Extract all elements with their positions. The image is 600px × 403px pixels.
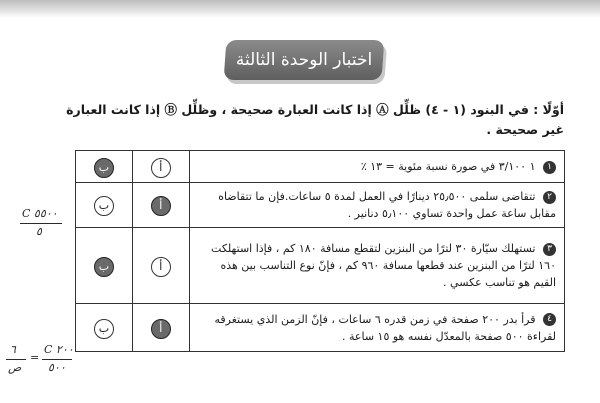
- option-a-cell[interactable]: [132, 183, 189, 228]
- option-a-bubble[interactable]: أ: [151, 257, 171, 277]
- option-b-cell[interactable]: [76, 151, 133, 183]
- option-b-bubble-shaded[interactable]: ب: [94, 257, 114, 277]
- option-a-cell[interactable]: [132, 151, 189, 183]
- option-b-bubble[interactable]: ب: [94, 196, 114, 216]
- option-a-bubble-shaded[interactable]: أ: [151, 319, 171, 339]
- item-number: ٢: [543, 191, 556, 204]
- item-number: ٣: [543, 243, 556, 256]
- table-row: [76, 228, 565, 304]
- option-b-bubble[interactable]: ب: [94, 319, 114, 339]
- handwritten-right-denominator: ٥٠٠: [48, 361, 66, 374]
- option-b-cell[interactable]: [76, 304, 133, 352]
- option-a-bubble-shaded[interactable]: أ: [151, 196, 171, 216]
- handwritten-left-denominator: ص: [8, 361, 22, 374]
- statement-text: قرأ بدر ٢٠٠ صفحة في زمن قدره ٦ ساعات ، فإنّ الزمن الذي يستغرقه لقراءة ٥٠٠ صفحة بالمعدّل نفسه هو ١٥ ساعة .: [214, 312, 556, 343]
- handwritten-note-numerator: C ٥٥٠٠: [22, 207, 58, 220]
- handwritten-fraction-line: [42, 359, 72, 360]
- handwritten-fraction-line: [20, 223, 62, 224]
- statement-2: [189, 183, 564, 228]
- instructions: أوّلًا : في البنود (١ - ٤) ظلِّل Ⓐ إذا كانت العبارة صحيحة ، وظلِّل Ⓑ إذا كانت العبارة غير صحيحة .: [66, 102, 564, 137]
- statement-3: [189, 228, 564, 304]
- option-a-cell[interactable]: [132, 304, 189, 352]
- option-a-bubble[interactable]: أ: [151, 158, 171, 178]
- page-top-shadow: [0, 0, 600, 18]
- statement-text: ١ ٣/١٠٠ في صورة نسبة مئوية = ١٣ ٪: [360, 160, 536, 173]
- item-number: ١: [543, 161, 556, 174]
- statement-1: [189, 151, 564, 183]
- handwritten-left-numerator: ٦: [10, 343, 16, 356]
- statement-4: [189, 304, 564, 352]
- handwritten-equals: =: [30, 351, 40, 364]
- item-number: ٤: [543, 313, 556, 326]
- option-b-cell[interactable]: [76, 183, 133, 228]
- handwritten-fraction-line: [6, 359, 26, 360]
- table-row: [76, 151, 565, 183]
- option-b-cell[interactable]: [76, 228, 133, 304]
- page-title: اختبار الوحدة الثالثة: [235, 50, 373, 70]
- questions-table: [75, 150, 565, 352]
- table-row: [76, 183, 565, 228]
- table-row: [76, 304, 565, 352]
- option-a-cell[interactable]: [132, 228, 189, 304]
- handwritten-right-numerator: C ٢٠٠: [44, 343, 74, 356]
- option-b-bubble-shaded[interactable]: ب: [94, 158, 114, 178]
- statement-text: تتقاضى سلمى ٢٥٫٥٠٠ دينارًا في العمل لمدة ٥ ساعات.فإن ما تتقاضاه مقابل ساعة عمل واحدة تساوي ٥٫١٠٠ دنانير .: [218, 190, 556, 220]
- handwritten-note-denominator: ٥: [36, 225, 42, 238]
- statement-text: تستهلك سيّارة ٣٠ لترًا من البنزين لتقطع مسافة ١٨٠ كم ، فإذا استهلكت ١٦٠ لترًا من البنزين عند قطعها مسافة ٩٦٠ كم ، فإنّ نوع التناسب بين هذه القيم هو تناسب عكسي .: [211, 242, 556, 289]
